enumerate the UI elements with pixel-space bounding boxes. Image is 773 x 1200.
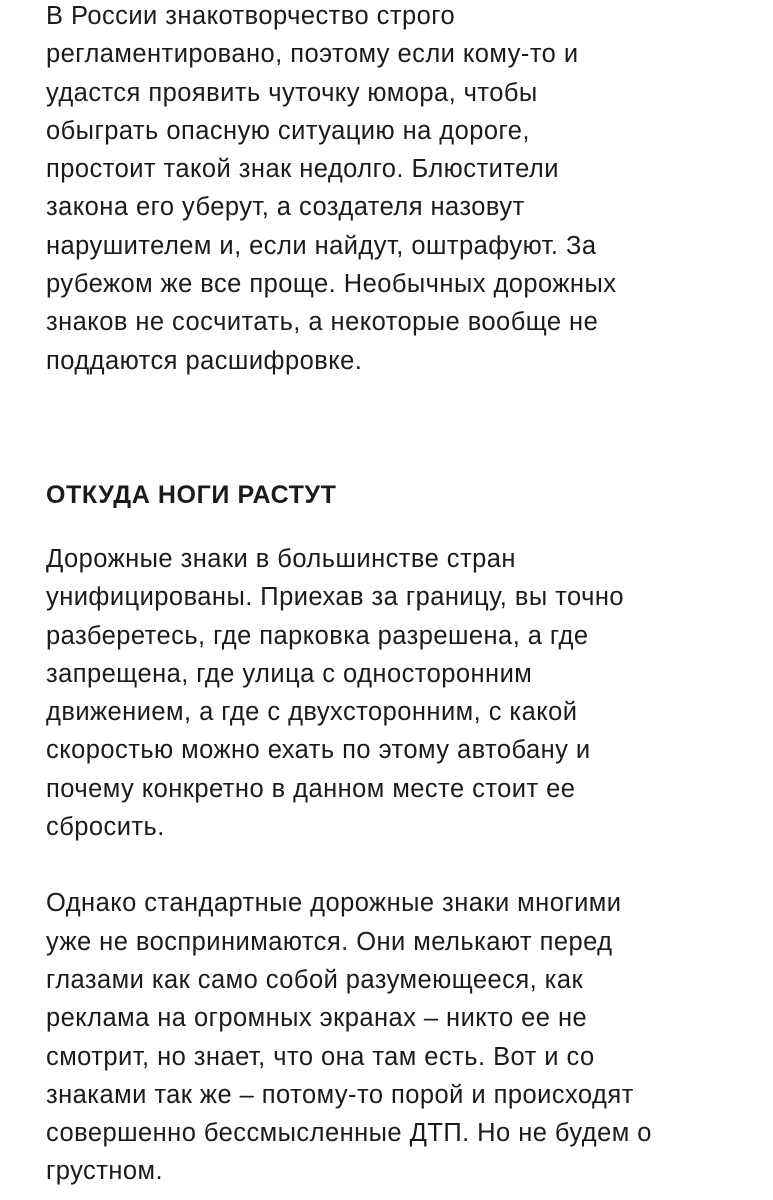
- text-line: Дорожные знаки в большинстве стран: [46, 544, 516, 573]
- text-line: почему конкретно в данном месте стоит ее: [46, 774, 576, 803]
- text-line: рубежом же все проще. Необычных дорожных: [46, 270, 617, 299]
- text-line: скоростью можно ехать по этому автобану и: [46, 736, 591, 765]
- text-line: поддаются расшифровке.: [46, 346, 363, 375]
- text-line: смотрит, но знает, что она там есть. Вот и со: [46, 1042, 595, 1071]
- text-line: В России знакотворчество строго: [46, 2, 456, 30]
- text-line: движением, а где с двухсторонним, с какой: [46, 698, 578, 727]
- text-line: глазами как само собой разумеющееся, как: [46, 965, 584, 994]
- text-line: грустном.: [46, 1157, 164, 1186]
- text-line: удастся проявить чуточку юмора, чтобы: [46, 78, 538, 107]
- text-line: унифицированы. Приехав за границу, вы точно: [46, 583, 624, 612]
- text-line: запрещена, где улица с односторонним: [46, 659, 533, 688]
- text-line: реклама на огромных экранах – никто ее не: [46, 1004, 588, 1033]
- text-line: разберетесь, где парковка разрешена, а где: [46, 621, 589, 650]
- text-line: совершенно бессмысленные ДТП. Но не будем о: [46, 1119, 652, 1148]
- intro-paragraph: [46, 0, 746, 380]
- text-line: регламентировано, поэтому если кому-то и: [46, 40, 579, 69]
- unified-signs-paragraph: [46, 540, 746, 846]
- ignored-signs-paragraph: [46, 884, 746, 1190]
- text-line: обыграть опасную ситуацию на дороге,: [46, 116, 530, 145]
- article-body: [46, 0, 746, 1191]
- text-line: нарушителем и, если найдут, оштрафуют. За: [46, 231, 597, 260]
- text-line: знаками так же – потому-то порой и происходят: [46, 1080, 634, 1109]
- text-line: простоит такой знак недолго. Блюстители: [46, 155, 559, 184]
- text-line: закона его уберут, а создателя назовут: [46, 193, 525, 222]
- text-line: уже не воспринимаются. Они мелькают перед: [46, 927, 613, 956]
- text-line: знаков не сосчитать, а некоторые вообще не: [46, 308, 599, 337]
- section-heading: ОТКУДА НОГИ РАСТУТ: [46, 480, 337, 509]
- text-line: Однако стандартные дорожные знаки многими: [46, 889, 622, 918]
- text-line: сбросить.: [46, 813, 165, 842]
